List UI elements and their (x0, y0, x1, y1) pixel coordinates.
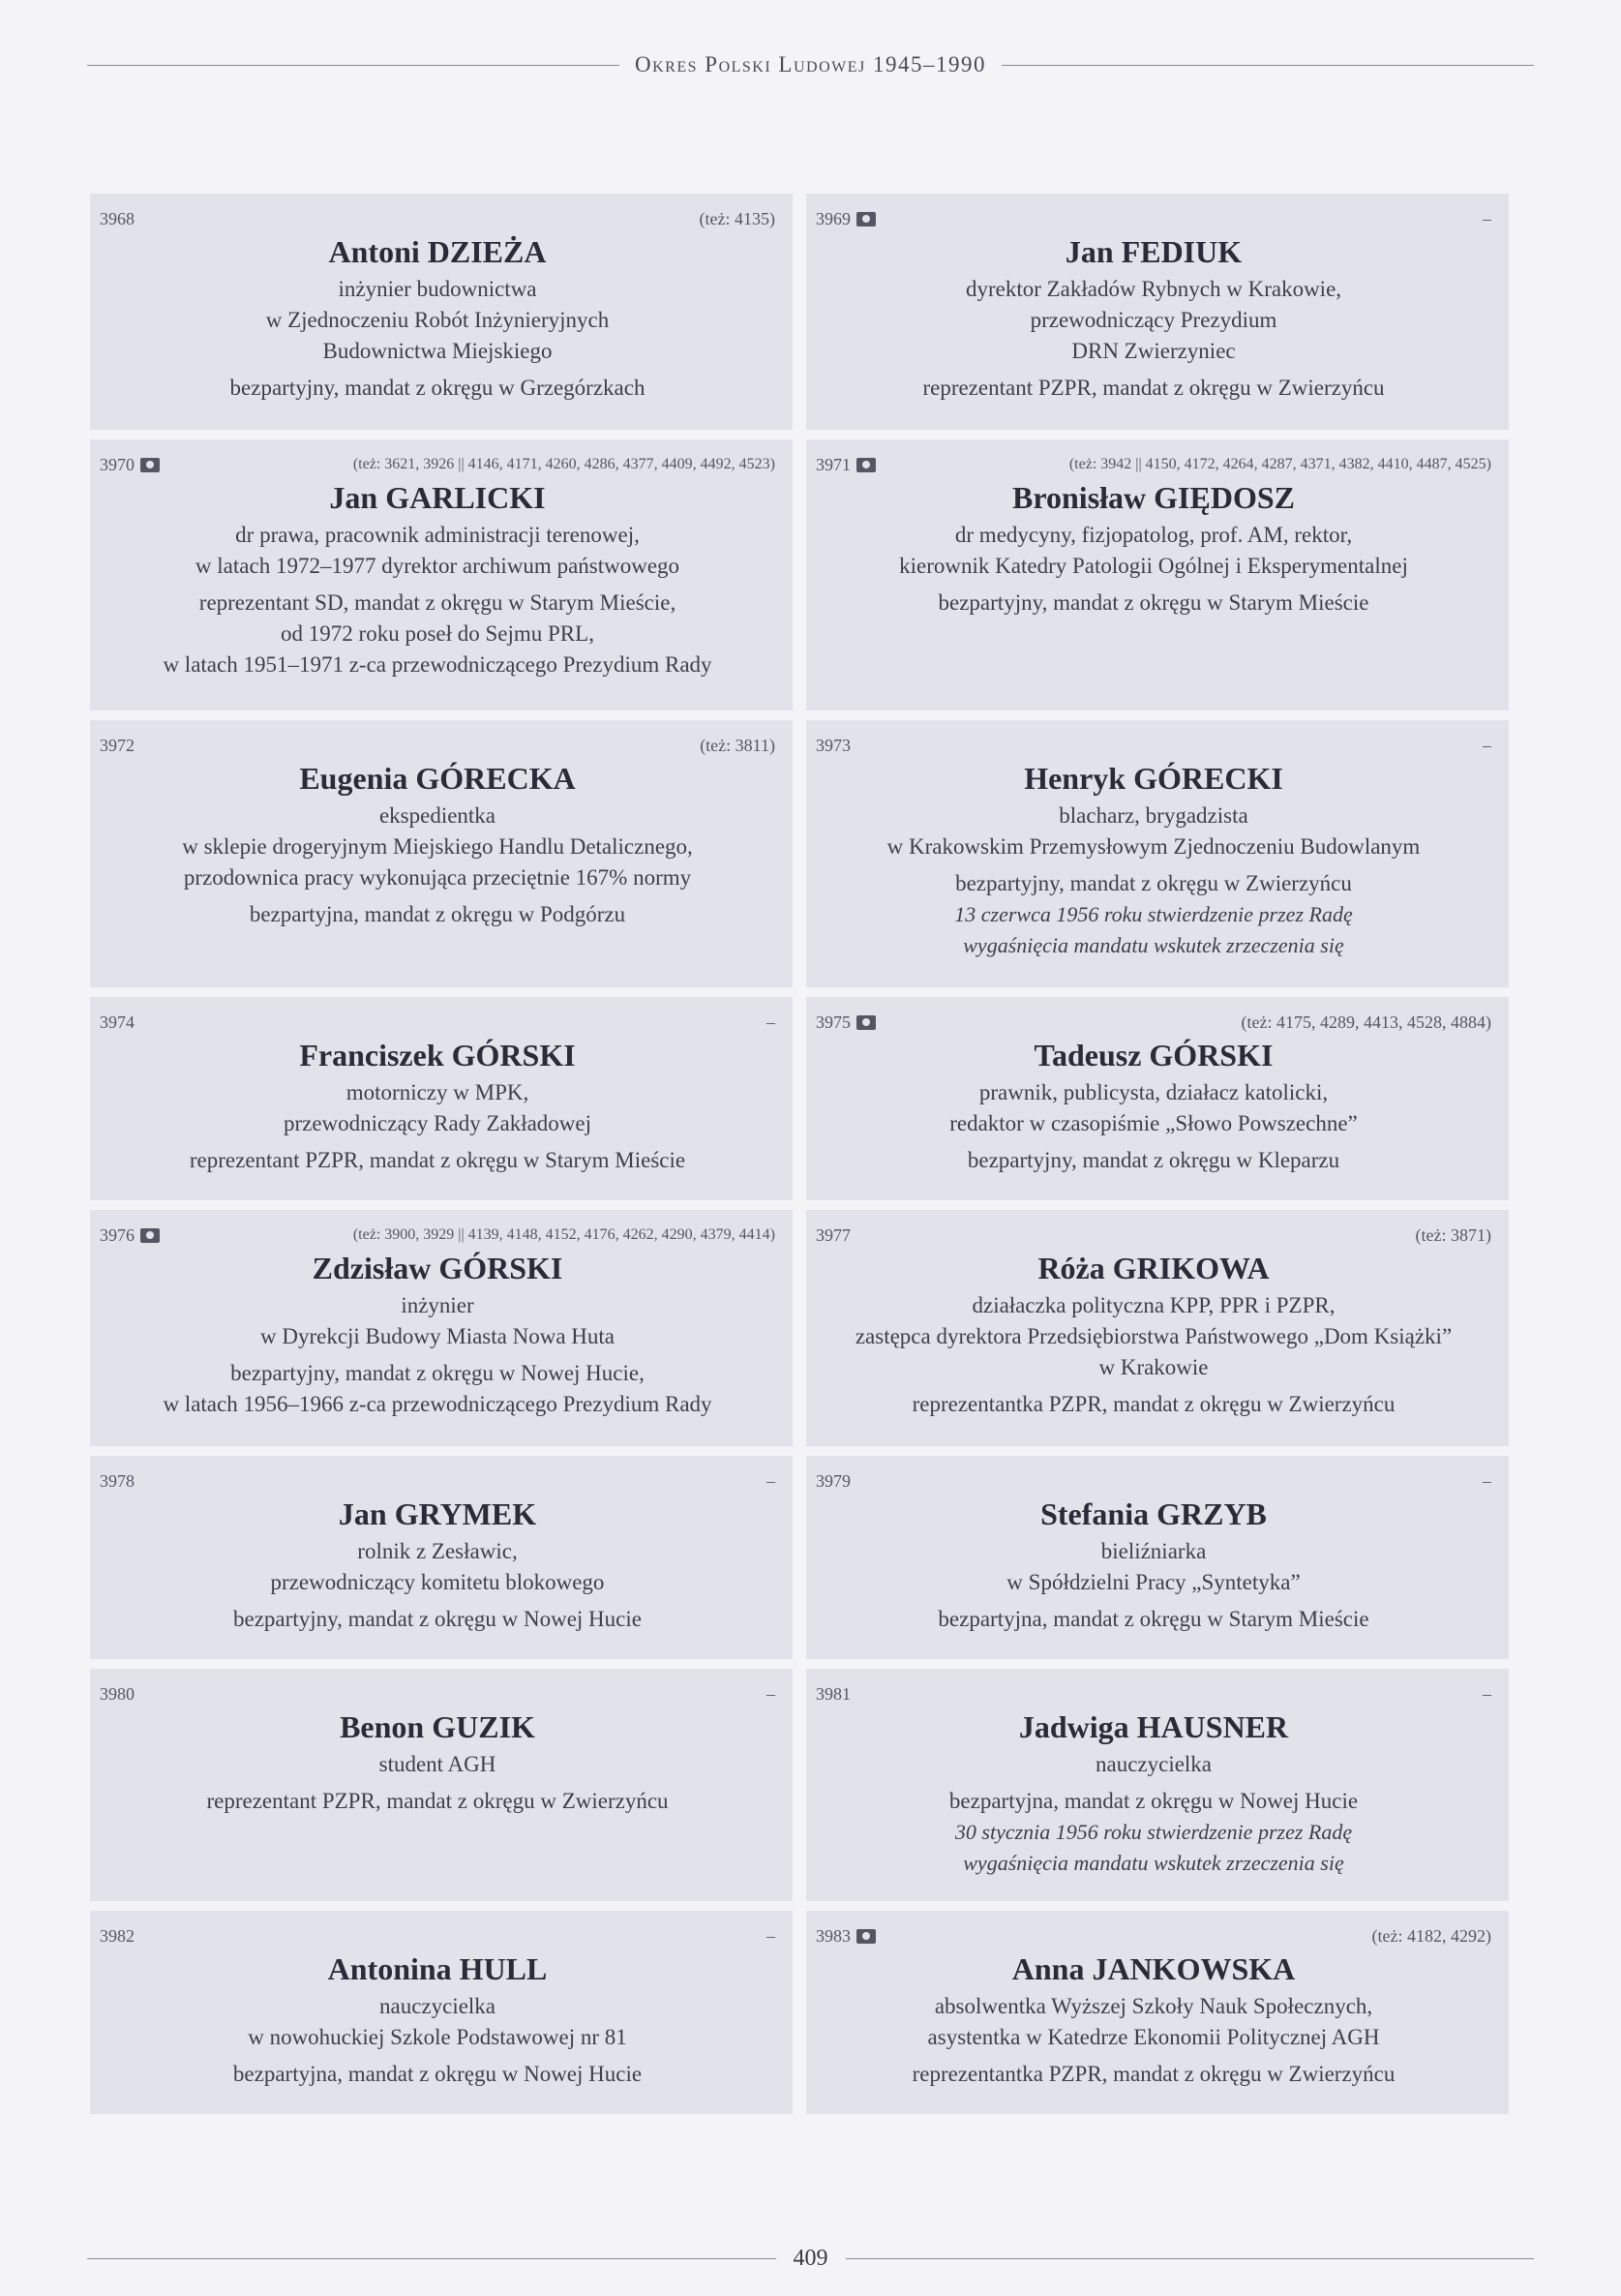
entry-mandate: reprezentantka PZPR, mandat z okręgu w Zwierzyńcu (912, 2062, 1396, 2086)
entry-card (90, 1669, 793, 1901)
entry-occupation: ekspedientka (378, 803, 496, 828)
entry-name: Anna JANKOWSKA (1011, 1951, 1296, 1986)
entry-number: 3978 (100, 1470, 135, 1491)
entry-name: Jadwiga HAUSNER (1018, 1709, 1289, 1744)
entry-number: 3979 (816, 1470, 851, 1491)
entry-number: 3976 (100, 1224, 135, 1245)
entry-occupation: inżynier (401, 1293, 474, 1317)
entry-mandate: bezpartyjny, mandat z okręgu w Zwierzyńcu (955, 871, 1352, 895)
entry-mandate: bezpartyjny, mandat z okręgu w Nowej Hucie, (230, 1361, 645, 1385)
entry-mandate: w latach 1956–1966 z-ca przewodniczącego Prezydium Rady (163, 1392, 712, 1416)
entry-name: Jan GARLICKI (329, 480, 546, 515)
cross-reference: – (1483, 208, 1491, 228)
entry-occupation: w Krakowskim Przemysłowym Zjednoczeniu Budowlanym (886, 834, 1421, 859)
entry-name: Róża GRIKOWA (1037, 1251, 1270, 1285)
entry-number: 3974 (100, 1012, 135, 1032)
cross-reference: (też: 3811) (700, 735, 775, 755)
entry-number: 3972 (100, 735, 135, 755)
entry-name: Jan GRYMEK (338, 1496, 537, 1531)
cross-reference: (też: 3621, 3926 || 4146, 4171, 4260, 4286, 4377, 4409, 4492, 4523) (352, 456, 775, 472)
entry-note: 30 stycznia 1956 roku stwierdzenie przez Radę (954, 1820, 1353, 1844)
entry-number: 3982 (100, 1925, 135, 1946)
entry-number: 3983 (816, 1925, 851, 1946)
entry-name: Eugenia GÓRECKA (299, 761, 576, 796)
photo-icon (856, 1015, 876, 1030)
entry-card (90, 1456, 793, 1659)
page-footer (87, 2244, 1534, 2273)
photo-icon (140, 458, 160, 472)
entry-occupation: w Dyrekcji Budowy Miasta Nowa Huta (259, 1324, 615, 1348)
entry-card (90, 997, 793, 1200)
photo-icon (140, 1228, 160, 1243)
photo-icon (856, 1929, 876, 1944)
entry-card (806, 1911, 1509, 2114)
entry-name: Jan FEDIUK (1065, 234, 1243, 269)
entry-note: wygaśnięcia mandatu wskutek zrzeczenia się (963, 1851, 1344, 1875)
header-rule-right (1002, 65, 1534, 66)
entry-occupation: bieliźniarka (1100, 1539, 1207, 1563)
entry-occupation: nauczycielka (1095, 1752, 1213, 1776)
entry-occupation: w sklepie drogeryjnym Miejskiego Handlu Detalicznego, (182, 834, 693, 859)
entry-mandate: reprezentant SD, mandat z okręgu w Starym Mieście, (198, 590, 676, 615)
entry-name: Bronisław GIĘDOSZ (1012, 480, 1295, 515)
header-rule-left (87, 65, 619, 66)
entry-mandate: bezpartyjna, mandat z okręgu w Starym Mieście (938, 1607, 1369, 1631)
entry-card (806, 720, 1509, 987)
entries-grid (90, 194, 1522, 2114)
entry-occupation: przewodniczący Rady Zakładowej (283, 1111, 592, 1135)
footer-rule-left (87, 2258, 776, 2259)
entry-card (90, 439, 793, 710)
entry-mandate: reprezentant PZPR, mandat z okręgu w Starym Mieście (189, 1148, 686, 1172)
entry-card (806, 1669, 1509, 1901)
entry-name: Franciszek GÓRSKI (299, 1038, 576, 1072)
entry-occupation: redaktor w czasopiśmie „Słowo Powszechne” (949, 1111, 1358, 1135)
entry-card (90, 1210, 793, 1446)
entry-occupation: przodownica pracy wykonująca przeciętnie 167% normy (183, 865, 692, 890)
cross-reference: – (1483, 1683, 1491, 1704)
entry-number: 3968 (100, 208, 135, 228)
entry-occupation: w Zjednoczeniu Robót Inżynieryjnych (265, 308, 610, 332)
entry-mandate: bezpartyjna, mandat z okręgu w Podgórzu (249, 902, 626, 926)
entry-number: 3977 (816, 1224, 851, 1245)
entry-mandate: bezpartyjny, mandat z okręgu w Nowej Hucie (233, 1607, 642, 1631)
entry-name: Antoni DZIEŻA (328, 234, 547, 269)
entry-name: Zdzisław GÓRSKI (312, 1251, 563, 1285)
entry-occupation: kierownik Katedry Patologii Ogólnej i Eksperymentalnej (899, 554, 1408, 578)
entry-mandate: bezpartyjny, mandat z okręgu w Kleparzu (967, 1148, 1340, 1172)
entry-occupation: nauczycielka (378, 1994, 496, 2018)
entry-occupation: dr prawa, pracownik administracji terenowej, (235, 523, 640, 547)
entry-number: 3980 (100, 1683, 135, 1704)
entry-mandate: bezpartyjna, mandat z okręgu w Nowej Hucie (232, 2062, 643, 2086)
cross-reference: – (766, 1925, 775, 1946)
entry-mandate: reprezentantka PZPR, mandat z okręgu w Zwierzyńcu (912, 1392, 1396, 1416)
entry-note: 13 czerwca 1956 roku stwierdzenie przez Radę (954, 902, 1353, 926)
cross-reference: – (766, 1683, 775, 1704)
cross-reference: (też: 4182, 4292) (1371, 1925, 1491, 1946)
entry-card (90, 1911, 793, 2114)
entry-occupation: przewodniczący Prezydium (1030, 308, 1277, 332)
entry-occupation: DRN Zwierzyniec (1071, 339, 1236, 363)
entry-mandate: reprezentant PZPR, mandat z okręgu w Zwierzyńcu (922, 376, 1385, 400)
entry-name: Stefania GRZYB (1040, 1496, 1267, 1531)
cross-reference: (też: 4175, 4289, 4413, 4528, 4884) (1241, 1012, 1491, 1032)
cross-reference: (też: 3942 || 4150, 4172, 4264, 4287, 4371, 4382, 4410, 4487, 4525) (1068, 456, 1491, 472)
cross-reference: (też: 3871) (1415, 1224, 1491, 1245)
photo-icon (856, 212, 876, 227)
entry-occupation: student AGH (378, 1752, 496, 1776)
cross-reference: (też: 3900, 3929 || 4139, 4148, 4152, 4176, 4262, 4290, 4379, 4414) (352, 1226, 775, 1243)
entry-mandate: w latach 1951–1971 z-ca przewodniczącego Prezydium Rady (163, 652, 712, 677)
entry-occupation: motorniczy w MPK, (345, 1080, 529, 1104)
entry-occupation: inżynier budownictwa (338, 277, 537, 301)
entry-occupation: w latach 1972–1977 dyrektor archiwum państwowego (195, 554, 680, 578)
entry-number: 3973 (816, 735, 851, 755)
entry-number: 3971 (816, 454, 851, 474)
entry-card (806, 194, 1509, 430)
entry-occupation: Budownictwa Miejskiego (322, 339, 553, 363)
entry-occupation: dyrektor Zakładów Rybnych w Krakowie, (965, 277, 1342, 301)
cross-reference: (też: 4135) (699, 208, 775, 228)
entry-card (90, 720, 793, 987)
entry-number: 3981 (816, 1683, 851, 1704)
entry-name: Henryk GÓRECKI (1024, 761, 1283, 796)
running-header (87, 50, 1534, 79)
cross-reference: – (766, 1470, 775, 1491)
entry-occupation: rolnik z Zesławic, (357, 1539, 518, 1563)
entry-occupation: w Krakowie (1098, 1355, 1209, 1379)
entry-number: 3970 (100, 454, 135, 474)
entry-occupation: w Spółdzielni Pracy „Syntetyka” (1006, 1570, 1301, 1594)
entry-name: Benon GUZIK (340, 1709, 535, 1744)
entry-mandate: bezpartyjna, mandat z okręgu w Nowej Hucie (948, 1789, 1359, 1813)
entry-occupation: zastępca dyrektora Przedsiębiorstwa Państwowego „Dom Książki” (855, 1324, 1453, 1348)
entry-card (90, 194, 793, 430)
entry-note: wygaśnięcia mandatu wskutek zrzeczenia się (963, 933, 1344, 957)
entry-card (806, 1210, 1509, 1446)
entry-occupation: asystentka w Katedrze Ekonomii Politycznej AGH (927, 2025, 1380, 2049)
photo-icon (856, 458, 876, 472)
entry-mandate: od 1972 roku poseł do Sejmu PRL, (281, 621, 594, 646)
entry-mandate: bezpartyjny, mandat z okręgu w Starym Mieście (938, 590, 1369, 615)
entry-number: 3969 (816, 208, 851, 228)
cross-reference: – (1483, 735, 1491, 755)
entry-occupation: blacharz, brygadzista (1059, 803, 1248, 828)
entry-occupation: dr medycyny, fizjopatolog, prof. AM, rektor, (954, 523, 1353, 547)
cross-reference: – (1483, 1470, 1491, 1491)
entry-number: 3975 (816, 1012, 851, 1032)
entry-name: Tadeusz GÓRSKI (1034, 1038, 1274, 1072)
entry-name: Antonina HULL (327, 1951, 548, 1986)
entry-mandate: bezpartyjny, mandat z okręgu w Grzegórzkach (229, 376, 645, 400)
entry-occupation: działaczka polityczna KPP, PPR i PZPR, (972, 1293, 1336, 1317)
entry-occupation: przewodniczący komitetu blokowego (270, 1570, 605, 1594)
entry-mandate: reprezentant PZPR, mandat z okręgu w Zwierzyńcu (206, 1789, 669, 1813)
page-number: 409 (793, 2245, 828, 2271)
entry-card (806, 439, 1509, 710)
entry-card (806, 1456, 1509, 1659)
entry-occupation: prawnik, publicysta, działacz katolicki, (978, 1080, 1329, 1104)
entry-occupation: w nowohuckiej Szkole Podstawowej nr 81 (248, 2025, 627, 2049)
footer-rule-right (846, 2258, 1535, 2259)
entry-occupation: absolwentka Wyższej Szkoły Nauk Społecznych, (934, 1994, 1373, 2018)
cross-reference: – (766, 1012, 775, 1032)
header-title: Okres Polski Ludowej 1945–1990 (635, 52, 986, 76)
entry-card (806, 997, 1509, 1200)
